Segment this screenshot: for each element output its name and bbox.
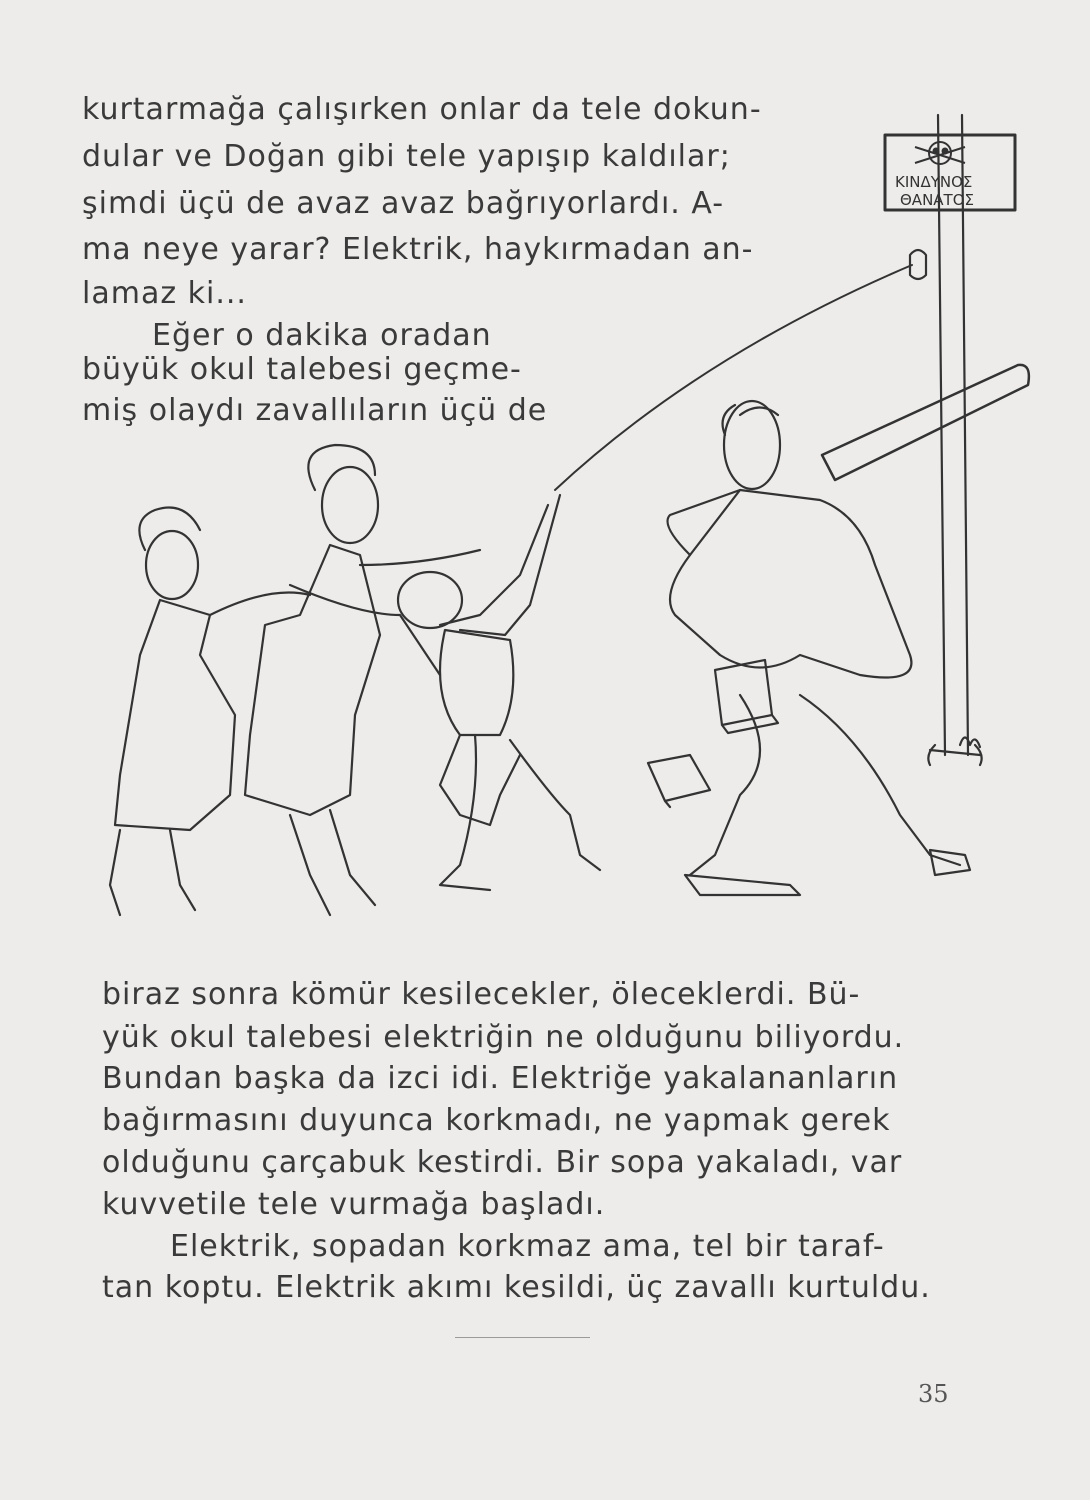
woman-left-figure [110,508,310,916]
book-on-ground [648,755,710,807]
text-line: kuvvetile tele vurmağa başladı. [102,1187,606,1222]
footer-rule [455,1337,590,1338]
book-falling [715,660,778,733]
text-line: biraz sonra kömür kesilecekler, öleceklerdi. Bü- [102,977,861,1012]
stick [822,365,1029,480]
text-line: ma neye yarar? Elektrik, haykırmadan an- [82,232,754,267]
text-line: kurtarmağa çalışırken onlar da tele dokun- [82,92,762,127]
woman-apron-figure [245,445,480,915]
text-line: şimdi üçü de avaz avaz bağrıyorlardı. A- [82,186,725,221]
page-number: 35 [918,1380,949,1408]
text-line: miş olaydı zavallıların üçü de [82,393,548,428]
electric-wire [555,265,912,490]
text-line: büyük okul talebesi geçme- [82,352,522,387]
text-line: lamaz ki... [82,276,247,311]
text-line: tan koptu. Elektrik akımı kesildi, üç zavallı kurtuldu. [102,1270,931,1305]
text-line: dular ve Doğan gibi tele yapışıp kaldılar; [82,139,731,174]
skull-icon [915,142,965,164]
text-line: Bundan başka da izci idi. Elektriğe yakalananların [102,1061,899,1096]
text-line: Elektrik, sopadan korkmaz ama, tel bir taraf- [170,1229,885,1264]
text-line: bağırmasını duyunca korkmadı, ne yapmak gerek [102,1103,891,1138]
text-line: yük okul talebesi elektriğin ne olduğunu biliyordu. [102,1020,905,1055]
man-figure [668,401,971,895]
boy-figure [398,495,600,890]
sign-text-line: ΘΑΝΑΤΟΣ [900,191,974,209]
sign-text-line: ΚΙΝΔΥΝΟΣ [895,173,973,191]
text-line: olduğunu çarçabuk kestirdi. Bir sopa yakaladı, var [102,1145,903,1180]
text-line: Eğer o dakika oradan [152,318,492,353]
illustration-electric-wire-rescue [100,95,1040,955]
